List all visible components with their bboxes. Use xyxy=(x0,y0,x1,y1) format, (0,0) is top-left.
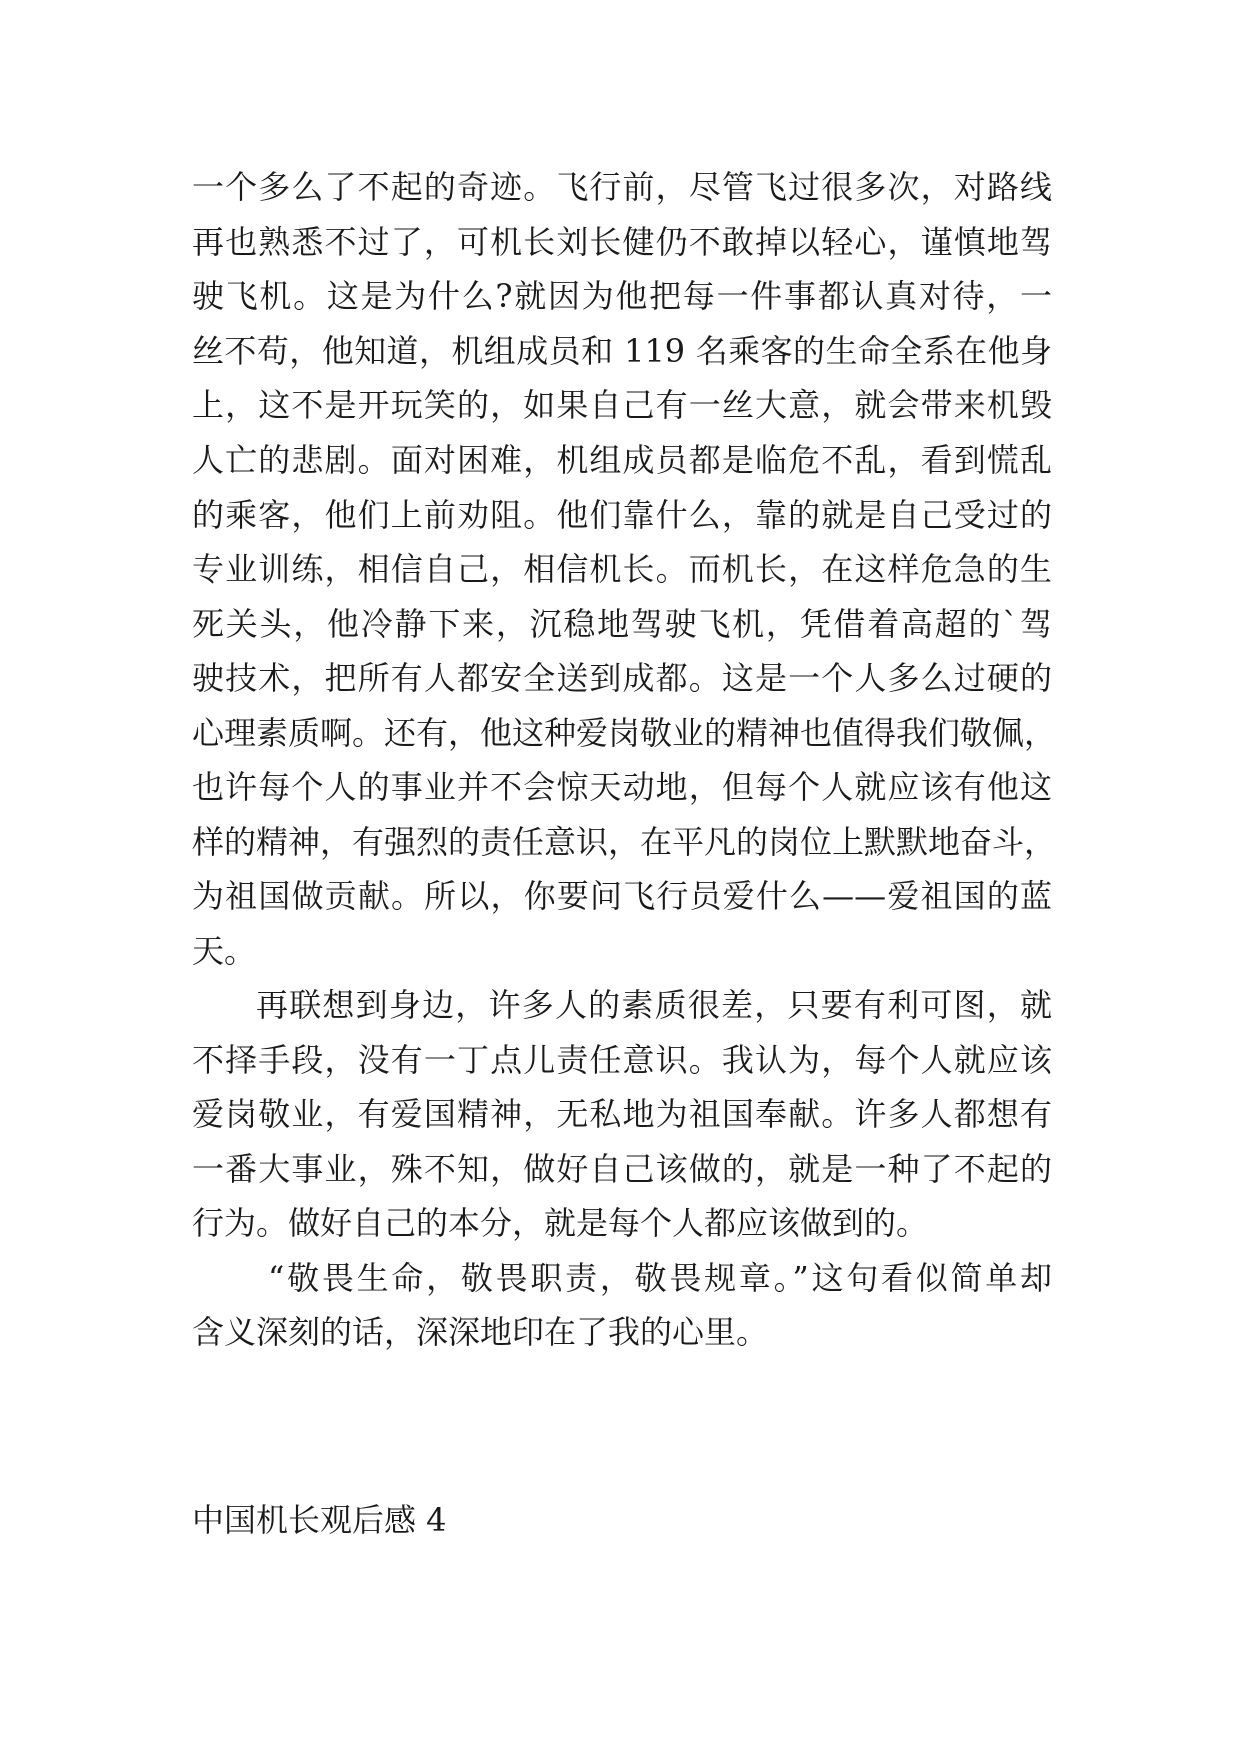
paragraph-1-line-2: 再也熟悉不过了，可机长刘长健仍不敢掉以轻心，谨慎地驾 xyxy=(192,223,1052,261)
paragraph-1-line-14: 为祖国做贡献。所以，你要问飞行员爱什么——爱祖国的蓝 xyxy=(192,877,1052,915)
paragraph-1-line-1: 一个多么了不起的奇迹。飞行前，尽管飞过很多次，对路线 xyxy=(192,168,1052,206)
paragraph-1-line-7: 的乘客，他们上前劝阻。他们靠什么，靠的就是自己受过的 xyxy=(192,496,1052,534)
paragraph-3-line-2: 含义深刻的话，深深地印在了我的心里。 xyxy=(192,1313,769,1351)
paragraph-1-line-6: 人亡的悲剧。面对困难，机组成员都是临危不乱，看到慌乱 xyxy=(192,441,1052,479)
paragraph-1-line-12: 也许每个人的事业并不会惊天动地，但每个人就应该有他这 xyxy=(192,768,1052,806)
paragraph-1-line-5: 上，这不是开玩笑的，如果自己有一丝大意，就会带来机毁 xyxy=(192,386,1052,424)
paragraph-1-line-11: 心理素质啊。还有，他这种爱岗敬业的精神也值得我们敬佩， xyxy=(192,714,1057,752)
paragraph-2-line-1: 再联想到身边，许多人的素质很差，只要有利可图，就 xyxy=(256,986,1052,1024)
paragraph-2-line-5: 行为。做好自己的本分，就是每个人都应该做到的。 xyxy=(192,1204,929,1242)
paragraph-2-line-3: 爱岗敬业，有爱国精神，无私地为祖国奉献。许多人都想有 xyxy=(192,1095,1052,1133)
paragraph-2-line-4: 一番大事业，殊不知，做好自己该做的，就是一种了不起的 xyxy=(192,1150,1052,1188)
paragraph-1-line-3: 驶飞机。这是为什么?就因为他把每一件事都认真对待，一 xyxy=(192,277,1052,315)
paragraph-3-line-1: “敬畏生命，敬畏职责，敬畏规章。”这句看似简单却 xyxy=(268,1259,1052,1297)
paragraph-1-line-4: 丝不苟，他知道，机组成员和 119 名乘客的生命全系在他身 xyxy=(192,332,1052,370)
section-heading: 中国机长观后感 4 xyxy=(192,1501,447,1539)
paragraph-1-line-9: 死关头，他冷静下来，沉稳地驾驶飞机，凭借着高超的`驾 xyxy=(192,605,1052,643)
paragraph-1-line-15: 天。 xyxy=(192,932,257,970)
paragraph-1-line-13: 样的精神，有强烈的责任意识，在平凡的岗位上默默地奋斗， xyxy=(192,823,1057,861)
paragraph-1-line-8: 专业训练，相信自己，相信机长。而机长，在这样危急的生 xyxy=(192,550,1052,588)
paragraph-1-line-10: 驶技术，把所有人都安全送到成都。这是一个人多么过硬的 xyxy=(192,659,1052,697)
paragraph-2-line-2: 不择手段，没有一丁点儿责任意识。我认为，每个人就应该 xyxy=(192,1041,1052,1079)
